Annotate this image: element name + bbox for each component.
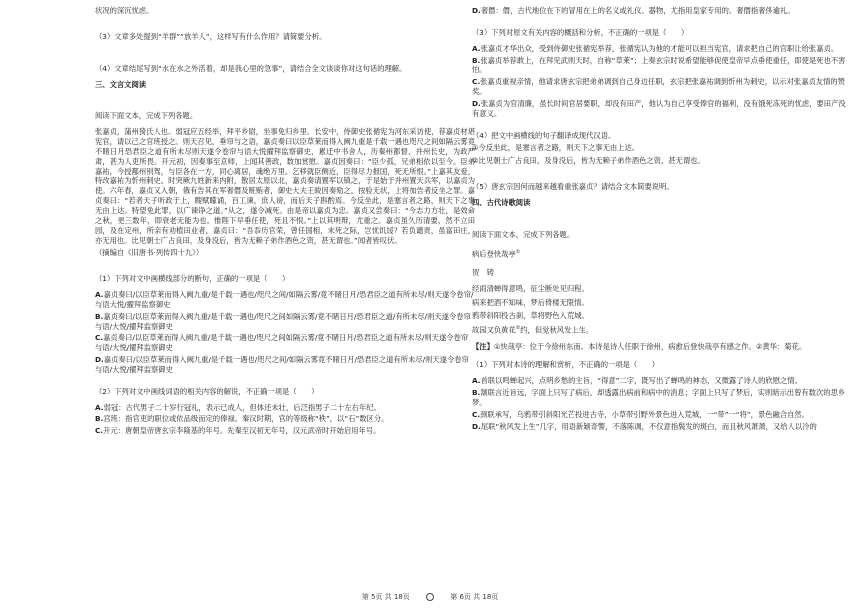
q2-option-b[interactable]: B.宫班：指官吏的职位或依品级而定的俸禄。秦汉时期，官的等级称“秩”，以“石”数区分。 <box>95 414 389 424</box>
q4-sentence-2: ②比见朝士广占良田，及身没后，皆为无赖子弟作酒色之资，甚无谓也。 <box>472 156 705 166</box>
q1-options <box>95 290 475 375</box>
poem-annotation: 【注】①快哉亭：位于今徐州东南。本诗是诗人任职于徐州，病愈后登快哉亭有感之作。②黄华：菊花。 <box>472 341 807 351</box>
q2-stem: （2）下列对文中画线词语的相关内容的解说，不正确一项是（ ） <box>95 386 319 396</box>
q2-option-d[interactable]: D.奢僭：僭，古代地位在下的冒用在上的名义或礼仪、器物，尤指用皇家专用的。奢僭指奢侈逾礼。 <box>472 6 795 15</box>
question-4-prompt: （4）文章结尾写到“水在水之外活着，却是我心里的急事”，请结合全文谈谈你对这句话的理解。 <box>95 63 407 73</box>
poetry-reading-instruction: 阅读下面文本，完成下列各题。 <box>472 229 575 239</box>
q1-option-b[interactable]: B.嘉贞奏曰/以臣草莱而得入阙九重/是千载一遇也/咫尺之间如隔云雾/竟不睹日月/恐君臣之道/有所未尽/则天遂令卷帘与语/大悦/擢拜监察御史 <box>95 311 471 331</box>
right-page-number: 第 6页 共 18页 <box>450 593 499 601</box>
question-3-prompt: （3）文章多处提到“羊群”“放羊人”，这样写有什么作用？请简要分析。 <box>95 31 327 41</box>
q3-stem: （3）下列对原文有关内容的概括和分析，不正确的一项是（ ） <box>472 27 689 37</box>
q3-option-d[interactable]: D.张嘉贞为官清廉，虽长时间官居要职，却没有田产，他认为自己享受俸官的福利，没有饿死冻死的忧虑，要田产没有意义。 <box>472 98 846 118</box>
q3-option-a[interactable]: A.张嘉贞才华出众，受到侍御史张循宪举荐，张循宪认为他的才能可以担当宪官，请求把自己的官职让给张嘉贞。 <box>472 43 839 53</box>
reading-instruction: 阅读下面文本，完成下列各题。 <box>95 111 198 121</box>
poem-q1-option-c[interactable]: C.颈联承写，乌鸦带引斜阳光芒投进古寺，小草带引野外景色进入荒城，一“带”一“将”，景色融合自然。 <box>472 409 810 419</box>
previous-question-tail: 状况的深沉忧虑。 <box>95 6 154 15</box>
section-heading-classical-prose: 三、文言文阅读 <box>95 79 147 89</box>
poem-line-4: 故园又负黄花②约，但觉秋风发上生。 <box>472 325 594 335</box>
q4-sentence-1: ①今反坐此，是塞言者之路，则天下之事无由上达。 <box>472 143 640 153</box>
q5-stem: （5）唐玄宗因何而越来越看重张嘉贞？请结合文本简要说明。 <box>472 182 674 192</box>
q3-option-c[interactable]: C.张嘉贞重视亲情，他请求唐玄宗把弟弟调到自己身边任职，玄宗把张嘉祐调到忻州为刺史，以示对张嘉贞友情的赞奖。 <box>472 77 845 97</box>
q4-stem: （4）把文中画横线的句子翻译成现代汉语。 <box>472 130 616 140</box>
poem-q1-stem: （1）下列对本诗的理解和赏析，不正确的一项是（ ） <box>472 360 660 370</box>
page-footer <box>0 592 860 602</box>
section-heading-poetry: 四、古代诗歌阅读 <box>472 197 531 207</box>
poem-q1-option-b[interactable]: B.颔联言近旨远，字面上只写了病后，却透露出病前和病中的消息；字面上只写了梦后，实则暗示出曾有数次的思乡梦。 <box>472 388 846 407</box>
q1-option-a[interactable]: A.嘉贞奏曰/以臣草莱而得入阙九重/是千载一遇也/咫尺之间/如隔云雾/竟不睹日月/恐君臣之道有所未尽/则天遂令卷帘/与语大悦/擢拜监察御史 <box>95 290 474 309</box>
poem-body <box>472 284 852 336</box>
poem-q1-option-d[interactable]: D.尾联“秋风发上生”几字，用语新颖奇警，不落陈调，不仅意指鬓发的斑白，而且秋风萧萧，又给人以冷的 <box>472 421 817 431</box>
q2-option-c[interactable]: C.开元：唐朝皇帝唐玄宗李隆基的年号。先秦至汉初无年号，汉元武帝时开始启用年号。 <box>95 426 381 436</box>
poem-line-3: 鸦带斜阳投古刹，草将野色入荒城。 <box>472 311 589 321</box>
poem-title: 病后登快哉亭① <box>472 248 521 259</box>
right-column <box>472 6 852 433</box>
classical-passage: 张嘉贞，蒲州猗氏人也。弱冠应五经举，拜平乡尉，坐事免归乡里。长安中，侍御史张循宪为河东采访使，荐嘉贞材堪宪官，请以己之官班授之。则天召见，垂帘与之语，嘉贞奏曰以臣草莱而得入阙九重是千载一遇也咫尺之间如隔云雾竟不睹日月恐君臣之道有所未尽则天遂令卷帘与语大悦擢拜监察御史，累迁中书舍人，历秦州都督、并州长史，为政严肃，甚为人吏所畏。开元初，因奏事至京师，上闻其善政，数加赏慰。嘉贞因奏曰：“臣少孤，兄弟相依以至今。臣弟嘉祐，今授鄯州别驾，与臣各在一方，同心离居，魂绝万里。乞移就臣侧近，臣得尽力报国，死无所恨。”上嘉其友爱，特改嘉祐为忻州刺史。时突厥九姓新来内附，散居太原以北，嘉贞奏请置军以镇之，于是始于并州置天兵军，以嘉贞为使。六年春，嘉贞又入朝，俄有告其在军奢僭及赃贿者，御史大夫王晙因奏劾之，按验无状，上将加告者反坐之罪。嘉贞奏曰：“若者天子听政于上，瞍赋矇诵，百工谏，庶人谤，而后天子斟酌焉。今反坐此，是塞言者之路，则天下之事无由上达。特望免此罪，以广谏诤之道。”从之，遂令减死。由是帝以嘉贞为忠。嘉贞又尝奏曰：“今志力方壮，是效命之秋，更三数年，即衰老无能为也。惟陛下早垂任使，死且不恨。”上以其明辩，尤重之。嘉贞虽久历清要，然不立田园，及在定州，所亲有劝植田业者，嘉贞曰：“吾忝历官荣，曾任国相，未死之际，岂忧饥馁？若负谴责，虽富田庄，亦无用也。比见朝士广占良田，及身没后，皆为无赖子弟作酒色之资，甚无谓也。”闻者皆叹伏。 <box>95 127 475 245</box>
binding-circle-icon <box>426 593 434 601</box>
q1-option-c[interactable]: C.嘉贞奏曰/以臣草莱而得入阙九重/是千载一遇也/咫尺之间如隔云雾/竟不睹日月/恐君臣之道有所未尽/则天遂令卷帘与语/大悦/擢拜监察御史 <box>95 333 469 353</box>
passage-source: （摘编自《旧唐书·列传四十九》） <box>95 248 204 258</box>
poem-line-1: 经雨清蝉得意鸣，征尘断处见归程。 <box>472 283 589 293</box>
q3-option-b[interactable]: B.张嘉贞举荐敢上，在拜见武则天时，自称“草莱”；上奏玄宗时说希望能够促使皇帝早点垂使重任，即使是死也不害怕。 <box>472 55 846 75</box>
q2-options <box>95 403 475 437</box>
left-page-number: 第 5页 共 18页 <box>361 593 410 601</box>
q2-option-a[interactable]: A.弱冠：古代男子二十岁行冠礼，表示已成人，但体还未壮，后泛指男子二十左右年纪。 <box>95 402 381 412</box>
left-column <box>95 6 475 438</box>
poem-q1-option-a[interactable]: A.首联以鸣蝉起兴，点明乡愁的主旨，“得意”二字，既写出了蝉鸣的神态，又微露了诗人的欣慰之情。 <box>472 376 802 386</box>
q1-stem: （1）下列对文中画横线部分的断句，正确的一项是（ ） <box>95 274 290 284</box>
poet-name: 贺 铸 <box>472 267 494 277</box>
poem-line-2: 病来把酒不知味，梦后倚楼无限情。 <box>472 297 589 307</box>
q3-options <box>472 44 852 119</box>
poem-q1-options <box>472 376 852 431</box>
q1-option-d[interactable]: D.嘉贞奏曰/以臣草莱而得入阙九重/是千载一遇也/咫尺之间/如隔云雾竟不睹日月/恐君臣之道有所未尽/则天遂令卷帘与语/大悦/擢拜监察御史 <box>95 355 469 374</box>
